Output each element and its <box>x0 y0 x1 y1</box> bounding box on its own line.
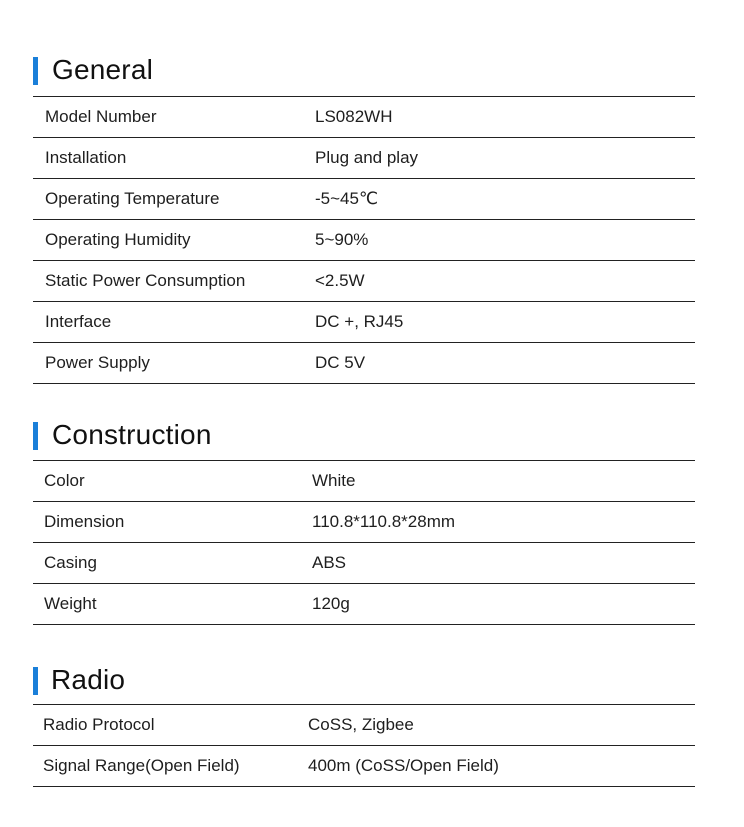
spec-value: DC +, RJ45 <box>315 312 404 331</box>
spec-label: Signal Range(Open Field) <box>43 756 240 775</box>
spec-value: 120g <box>312 594 350 613</box>
table-row <box>33 584 695 625</box>
spec-value: White <box>312 471 356 490</box>
section-radio <box>33 664 695 787</box>
spec-label: Model Number <box>45 107 157 126</box>
section-header <box>33 419 695 456</box>
section-general <box>33 54 695 384</box>
section-title: Radio <box>51 664 126 695</box>
spec-value: 110.8*110.8*28mm <box>312 512 456 531</box>
spec-label: Operating Humidity <box>45 230 191 249</box>
table-row <box>33 705 695 746</box>
spec-label: Weight <box>44 594 97 613</box>
table-row <box>33 138 695 179</box>
section-accent-bar <box>33 422 38 450</box>
spec-label: Power Supply <box>45 353 150 372</box>
table-row <box>33 179 695 220</box>
spec-label: Radio Protocol <box>43 715 155 734</box>
spec-value: CoSS, Zigbee <box>308 715 414 734</box>
spec-value: 400m (CoSS/Open Field) <box>308 756 499 775</box>
table-row <box>33 746 695 787</box>
table-row <box>33 461 695 502</box>
spec-table <box>33 96 695 384</box>
spec-table <box>33 704 695 787</box>
spec-table <box>33 460 695 625</box>
spec-value: 5~90% <box>315 230 369 249</box>
table-row <box>33 97 695 138</box>
section-accent-bar <box>33 57 38 85</box>
spec-value: DC 5V <box>315 353 366 372</box>
table-row <box>33 220 695 261</box>
section-accent-bar <box>33 667 38 695</box>
spec-value: Plug and play <box>315 148 419 167</box>
spec-label: Installation <box>45 148 127 167</box>
table-row <box>33 343 695 384</box>
spec-value: ABS <box>312 553 347 572</box>
spec-label: Static Power Consumption <box>45 271 246 290</box>
section-title: General <box>52 54 154 85</box>
table-row <box>33 502 695 543</box>
table-row <box>33 261 695 302</box>
spec-value: -5~45℃ <box>315 189 379 208</box>
section-construction <box>33 419 695 625</box>
spec-label: Casing <box>44 553 97 572</box>
section-title: Construction <box>52 419 212 450</box>
spec-label: Color <box>44 471 85 490</box>
table-row <box>33 302 695 343</box>
spec-label: Operating Temperature <box>45 189 220 208</box>
spec-value: <2.5W <box>315 271 365 290</box>
section-header <box>33 664 695 701</box>
section-header <box>33 54 695 91</box>
spec-value: LS082WH <box>315 107 393 126</box>
spec-label: Interface <box>45 312 112 331</box>
spec-label: Dimension <box>44 512 125 531</box>
table-row <box>33 543 695 584</box>
